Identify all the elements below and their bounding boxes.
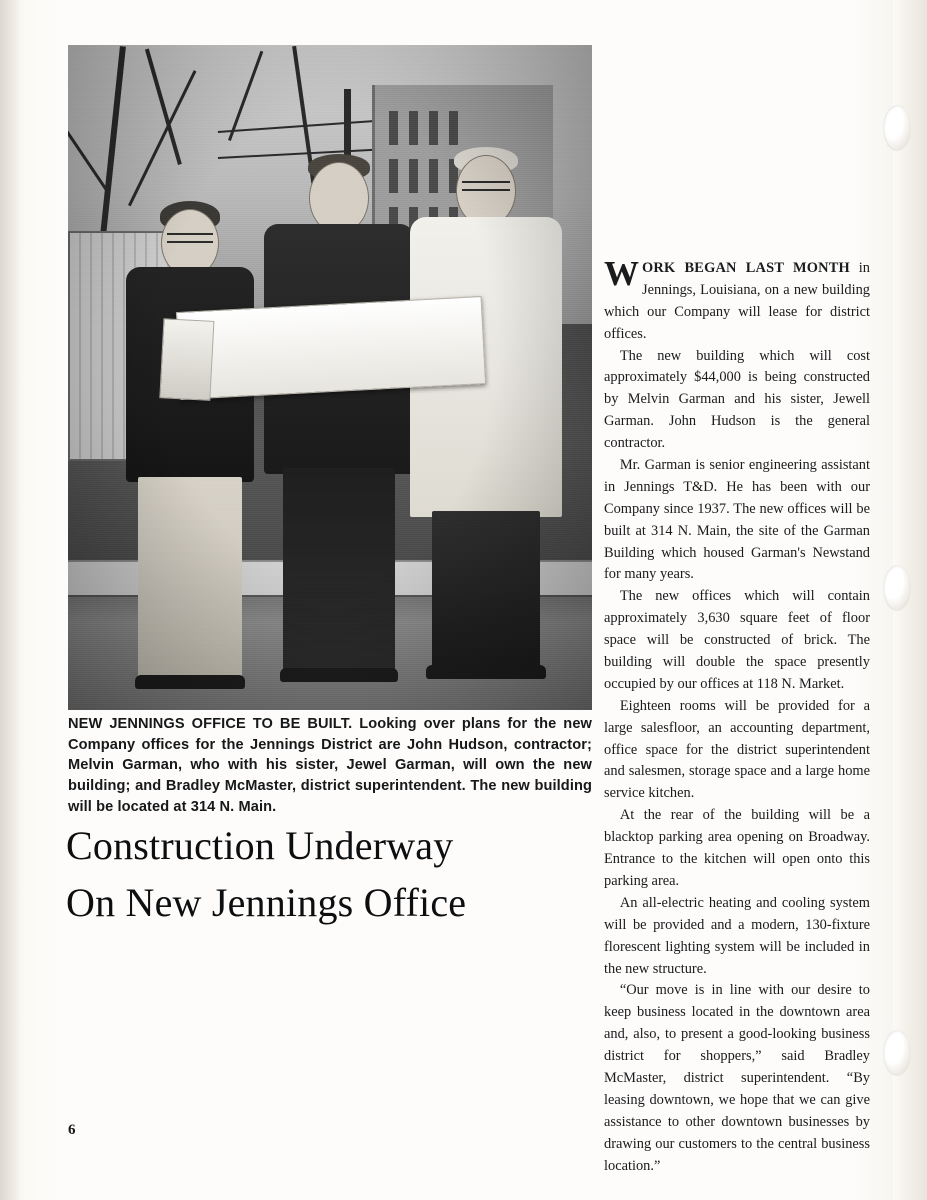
photo-vignette-overlay xyxy=(68,45,592,710)
page-title xyxy=(66,818,606,932)
article-paragraph-5: Eighteen rooms will be provided for a large salesfloor, an accounting department, office space for the district superintendent and salesmen, storage space and a large home service kitchen. xyxy=(604,697,870,802)
article-paragraph-4: The new offices which will contain approximately 3,630 square feet of floor space will be constructed of brick. The building will double the space presently occupied by our offices at 118 N. Market. xyxy=(604,588,870,692)
article-paragraph-7: An all-electric heating and cooling system will be provided and a modern, 130-fixture florescent lighting system will be included in the new structure. xyxy=(604,894,870,977)
headline-line-2: On New Jennings Office xyxy=(66,879,467,925)
article-photo xyxy=(68,45,592,710)
page-left-edge-shadow xyxy=(0,0,22,1200)
article-paragraph-1 xyxy=(604,254,871,346)
binder-punch-hole-icon xyxy=(883,105,911,151)
article-dropcap: W xyxy=(604,254,639,293)
article-paragraph-6: At the rear of the building will be a blacktop parking area opening on Broadway. Entrance to the kitchen will open onto this parking area. xyxy=(604,807,870,889)
binder-punch-hole-icon xyxy=(883,1030,911,1076)
headline-line-1: Construction Underway xyxy=(66,823,454,868)
article-paragraph-2: The new building which will cost approximately $44,000 is being constructed by Melvin Garman and his sister, Jewell Garman. John Hudson is the general contractor. xyxy=(604,347,870,452)
page-number: 6 xyxy=(68,1122,76,1138)
article-body xyxy=(604,254,871,1177)
article-paragraph-8: “Our move is in line with our desire to keep business located in the downtown area and, also, to present a good-looking business district for shoppers,” said Bradley McMaster, district superintendent. “By leasing downtown, we hope that we can give assistance to other downtown businesses by drawing our customers to the central business location.” xyxy=(604,982,870,1174)
article-paragraph-1-text: in Jennings, Louisiana, on a new building which our Company will lease for district offices. xyxy=(604,260,871,342)
article-lead-smallcaps: ORK BEGAN LAST MONTH xyxy=(642,260,850,276)
photo-caption: NEW JENNINGS OFFICE TO BE BUILT. Looking over plans for the new Company offices for the Jennings District are John Hudson, contractor; Melvin Garman, who with his sister, Jewel Garman, will own the new building; and Bradley McMaster, district superintendent. The new building will be located at 314 N. Main. xyxy=(68,716,592,815)
photo-canvas xyxy=(68,45,592,710)
binder-punch-hole-icon xyxy=(883,565,911,611)
article-paragraph-3: Mr. Garman is senior engineering assistant in Jennings T&D. He has been with our Company since 1937. The new offices will be built at 314 N. Main, the site of the Garman Building which housed Garman's Newstand for many years. xyxy=(604,457,870,583)
